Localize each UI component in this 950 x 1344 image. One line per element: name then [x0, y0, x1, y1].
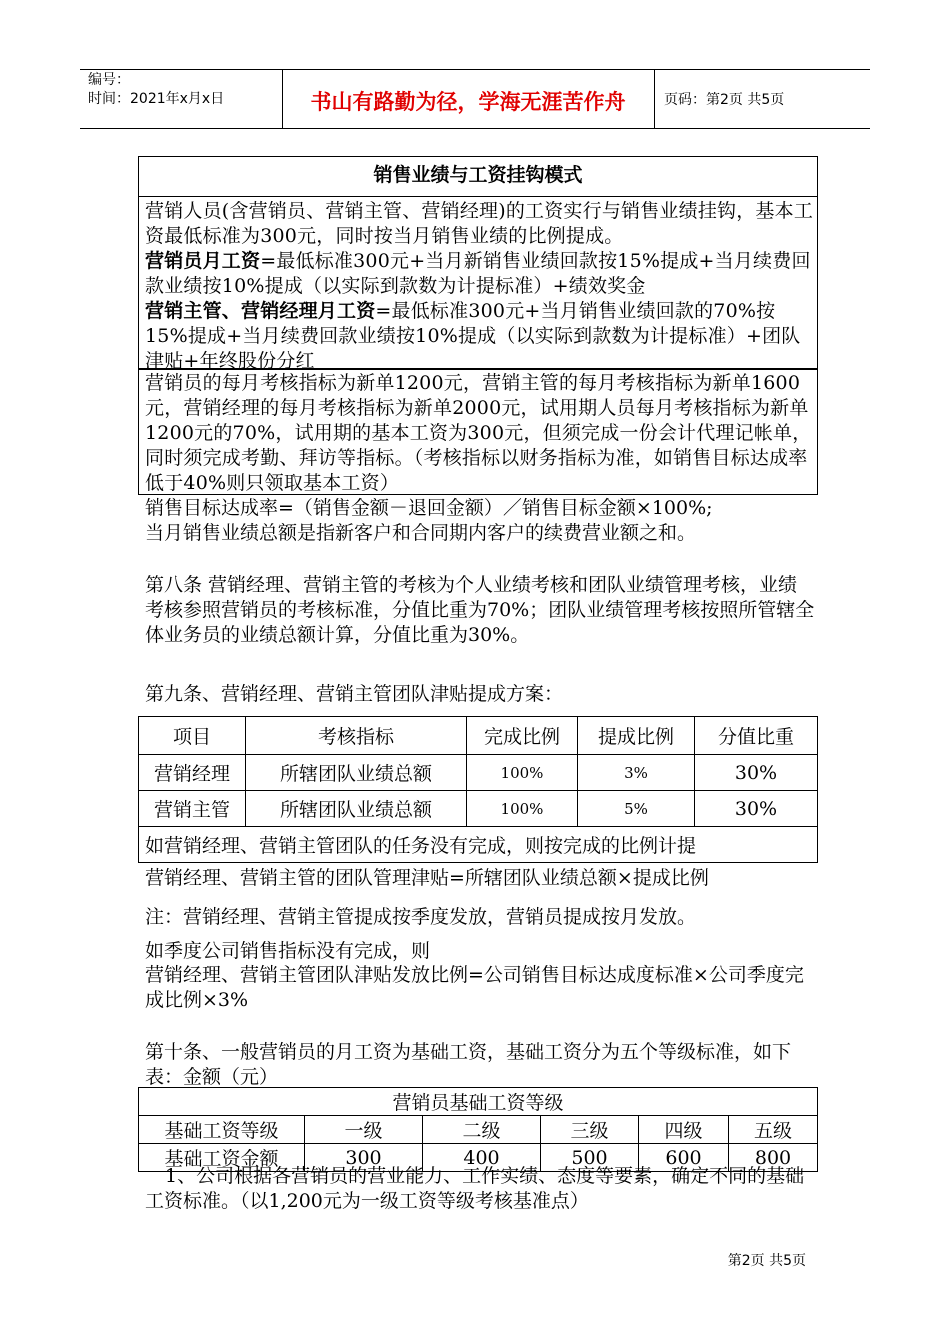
table-note-row [139, 827, 818, 863]
article-10: 第十条、一般营销员的月工资为基础工资，基础工资分为五个等级标准，如下表：金额（元） [145, 1041, 792, 1088]
assessment-text: 营销员的每月考核指标为新单1200元，营销主管的每月考核指标为新单1600元，营销经理的每月考核指标为新单2000元，试用期人员每月考核指标为新单1200元的70%，试用期的基本工资为300元，但须完成一份会计代理记帐单，同时须完成考勤、拜访等指标。（考核指标以财务指标为准，如销售目标达成率低于40%则只领取基本工资） [145, 372, 812, 494]
table-row-label: 基础工资等级 [139, 1116, 305, 1144]
table-cell: 五级 [729, 1116, 818, 1144]
total-definition: 当月销售业绩总额是指新客户和合同期内客户的续费营业额之和。 [145, 522, 697, 544]
table-cell: 300 [305, 1144, 423, 1172]
table-cell: 600 [639, 1144, 729, 1172]
header-motto: 书山有路勤为径，学海无涯苦作舟 [310, 90, 626, 114]
table-cell: 400 [423, 1144, 541, 1172]
table-cell: 800 [729, 1144, 818, 1172]
page-footer: 第2页 共5页 [727, 1253, 806, 1269]
rate-formula: 销售目标达成率=（销售金额－退回金额）／销售目标金额×100%; [145, 497, 713, 519]
item-1: 1、公司根据各营销员的营业能力、工作实绩、态度等要素，确定不同的基础工资标准。（以1,200元为一级工资等级考核基准点） [145, 1165, 805, 1212]
table-note: 如营销经理、营销主管团队的任务没有完成，则按完成的比例计提 [139, 827, 818, 863]
table-header-cell: 分值比重 [695, 717, 818, 755]
table-row [139, 755, 818, 791]
table-title: 营销员基础工资等级 [139, 1088, 818, 1116]
season-condition: 如季度公司销售指标没有完成，则 [145, 940, 431, 962]
sales-salary-formula: =最低标准300元+当月新销售业绩回款按15%提成+当月续费回款业绩按10%提成（以实际到款数为计提标准）+绩效奖金 [145, 250, 811, 297]
season-formula: 营销经理、营销主管团队津贴发放比例=公司销售目标达成度标准×公司季度完成比例×3% [145, 964, 804, 1011]
table-cell: 3% [578, 755, 695, 791]
table-cell: 所辖团队业绩总额 [246, 791, 467, 827]
header-divider [654, 69, 655, 129]
table-row [139, 1116, 818, 1144]
manager-salary-formula: =最低标准300元+当月销售业绩回款的70%按15%提成+当月续费回款业绩按10%提成（以实际到款数为计提标准）+团队津贴+年终股份分红 [145, 300, 801, 372]
table-cell: 营销主管 [139, 791, 246, 827]
table-title-row [139, 1088, 818, 1116]
table-cell: 所辖团队业绩总额 [246, 755, 467, 791]
table-row-label: 基础工资金额 [139, 1144, 305, 1172]
table-row [139, 791, 818, 827]
allowance-formula: 营销经理、营销主管的团队管理津贴=所辖团队业绩总额×提成比例 [145, 867, 709, 889]
table-header-cell: 考核指标 [246, 717, 467, 755]
table-cell: 二级 [423, 1116, 541, 1144]
table-header-row [139, 717, 818, 755]
article-9-title: 第九条、营销经理、营销主管团队津贴提成方案： [145, 683, 564, 705]
article-8: 第八条 营销经理、营销主管的考核为个人业绩考核和团队业绩管理考核，业绩考核参照营销员的考核标准，分值比重为70%；团队业绩管理考核按照所管辖全体业务员的业绩总额计算，分值比重为30%。 [145, 574, 815, 646]
sales-salary-label: 营销员月工资 [145, 250, 261, 272]
table-header-cell: 完成比例 [467, 717, 578, 755]
base-salary-table [138, 1087, 818, 1172]
table-cell: 100% [467, 791, 578, 827]
assessment-box [138, 369, 818, 495]
table-cell: 营销经理 [139, 755, 246, 791]
payment-note: 注：营销经理、营销主管提成按季度发放，营销员提成按月发放。 [145, 906, 697, 928]
table-cell: 一级 [305, 1116, 423, 1144]
page-label: 页码：第2页 共5页 [664, 92, 785, 108]
table-header-cell: 项目 [139, 717, 246, 755]
box-title: 销售业绩与工资挂钩模式 [139, 157, 817, 197]
table-cell: 30% [695, 791, 818, 827]
table-cell: 5% [578, 791, 695, 827]
table-cell: 四级 [639, 1116, 729, 1144]
manager-salary-label: 营销主管、营销经理月工资 [145, 300, 376, 322]
table-cell: 500 [541, 1144, 639, 1172]
salary-model-box [138, 156, 818, 372]
table-cell: 三级 [541, 1116, 639, 1144]
table-cell: 30% [695, 755, 818, 791]
header-bottom-rule [80, 128, 870, 129]
allowance-table [138, 716, 818, 863]
header-top-rule [80, 69, 870, 70]
box-content [139, 197, 817, 374]
table-cell: 100% [467, 755, 578, 791]
table-header-cell: 提成比例 [578, 717, 695, 755]
time-label: 时间：2021年x月x日 [88, 91, 225, 107]
intro-text: 营销人员(含营销员、营销主管、营销经理)的工资实行与销售业绩挂钩，基本工资最低标准为300元，同时按当月销售业绩的比例提成。 [145, 200, 814, 247]
serial-label: 编号： [88, 72, 130, 88]
